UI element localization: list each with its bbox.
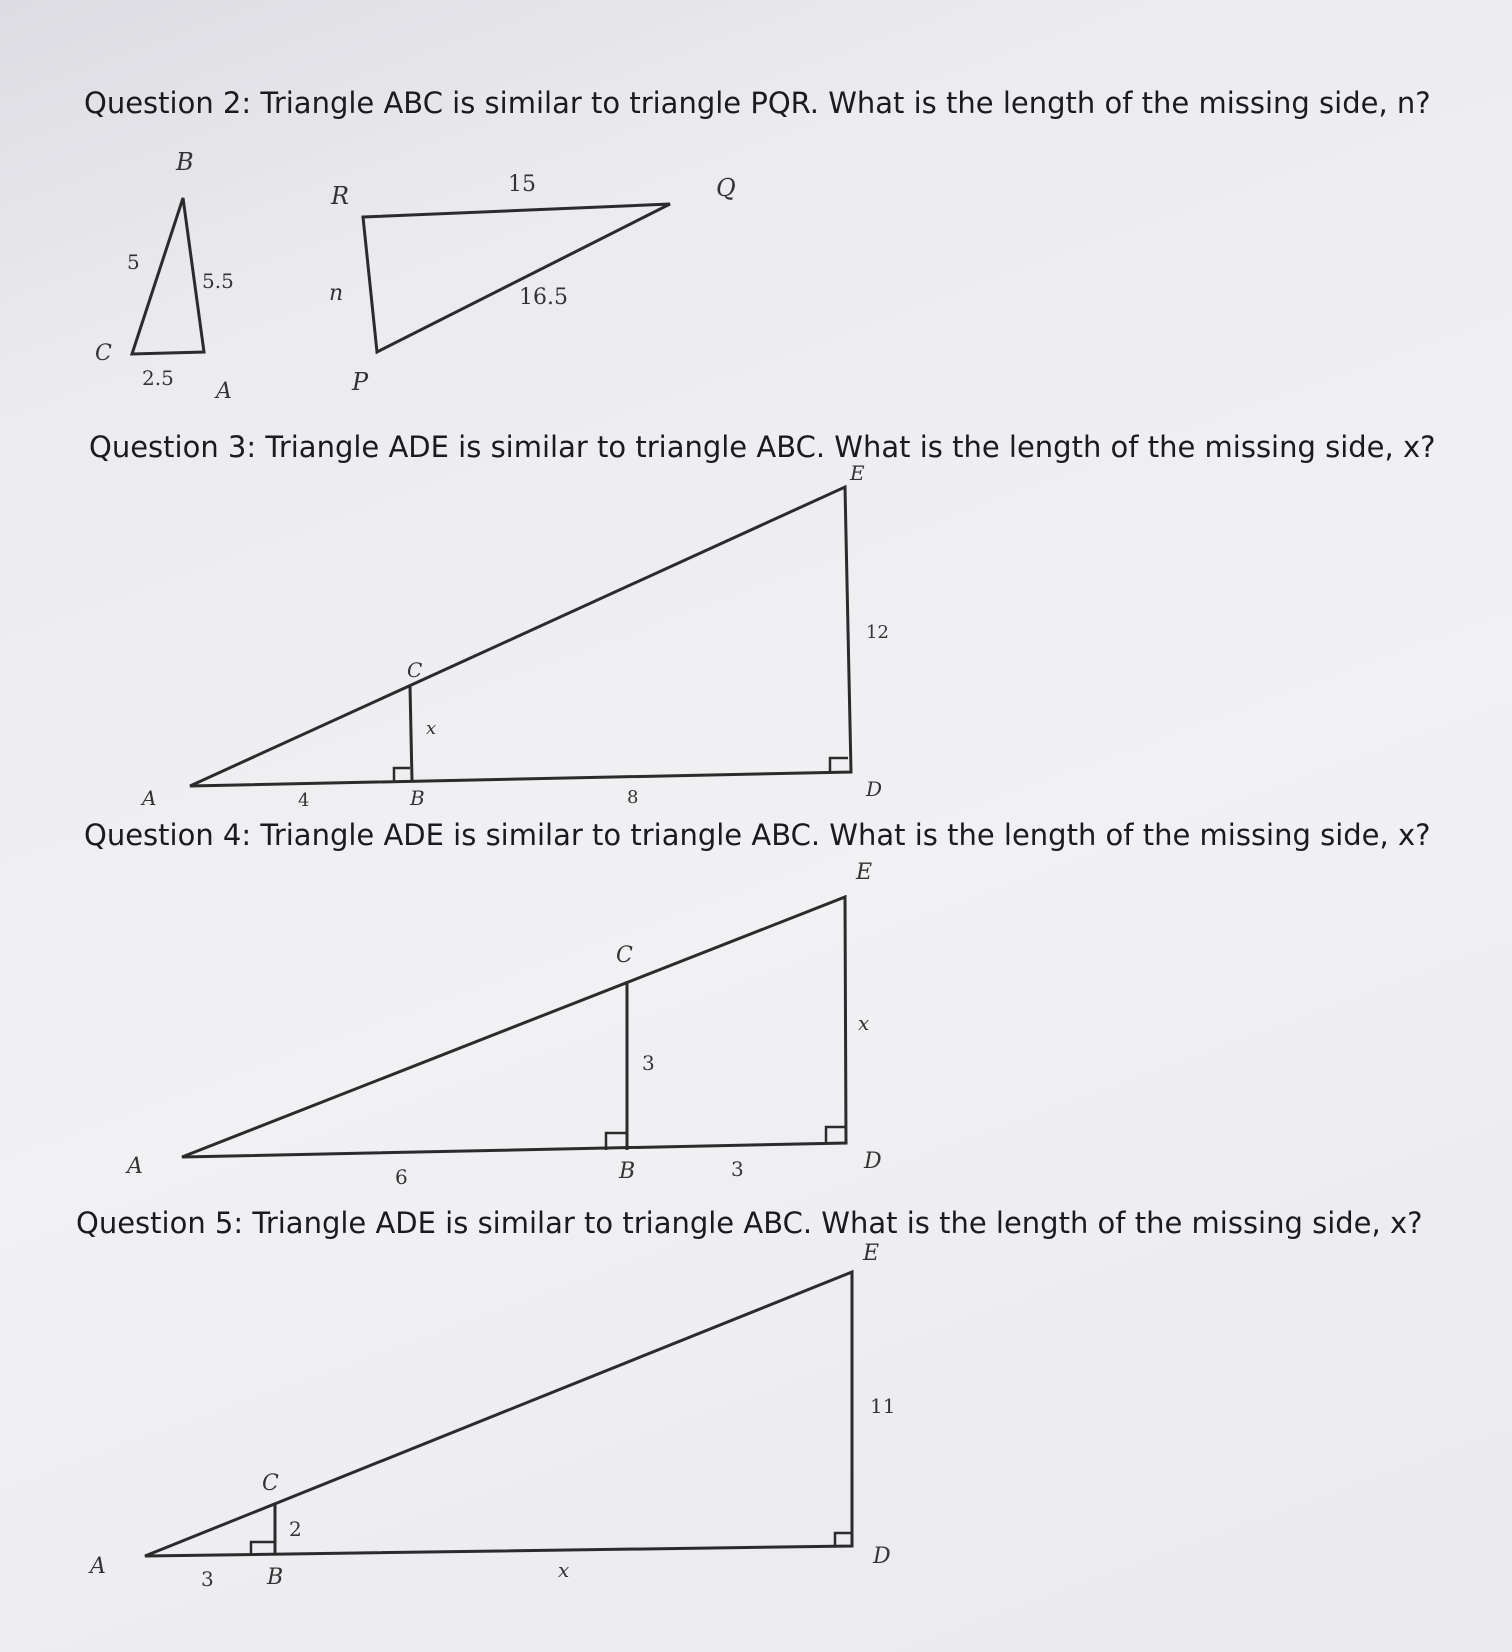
q5-side-ab: 3	[201, 1567, 214, 1591]
q3-vertex-b: B	[410, 786, 425, 810]
q5-vertex-e: E	[863, 1241, 880, 1266]
question-3-title: Question 3: Triangle ADE is similar to triangle ABC. What is the length of the missing side, x?	[89, 430, 1436, 464]
right-angle-b	[251, 1542, 275, 1554]
q2-vertex-b: B	[176, 148, 194, 176]
q2-vertex-c: C	[95, 341, 112, 366]
triangle-ade	[145, 1272, 852, 1556]
q4-vertex-e: E	[856, 860, 873, 885]
q3-vertex-d: D	[866, 777, 883, 801]
q5-vertex-b: B	[267, 1565, 284, 1590]
q4-side-ab: 6	[395, 1165, 408, 1189]
q3-side-bd: 8	[627, 787, 639, 808]
q3-vertex-a: A	[142, 786, 157, 810]
q2-side-rp: n	[329, 281, 344, 306]
q4-vertex-a: A	[127, 1154, 143, 1179]
q3-side-ab: 4	[298, 790, 310, 811]
q4-side-bd: 3	[731, 1157, 744, 1181]
q2-side-ca: 2.5	[142, 366, 174, 390]
q3-vertex-c: C	[407, 658, 423, 682]
q2-vertex-a: A	[216, 379, 232, 404]
right-angle-d	[835, 1533, 852, 1546]
q2-side-pq: 16.5	[519, 285, 568, 310]
question-2-title: Question 2: Triangle ABC is similar to triangle PQR. What is the length of the missing side, n?	[84, 86, 1431, 120]
q3-vertex-e: E	[850, 461, 865, 485]
q2-side-bc: 5	[127, 250, 140, 274]
q2-vertex-q: Q	[716, 174, 736, 202]
q3-side-de: 12	[866, 622, 889, 643]
q5-vertex-d: D	[873, 1544, 891, 1569]
q5-side-de: 11	[870, 1394, 896, 1418]
q2-side-rq: 15	[508, 172, 536, 197]
q5-vertex-a: A	[90, 1554, 106, 1579]
q2-vertex-r: R	[331, 182, 350, 210]
q3-side-bc: x	[426, 718, 437, 739]
q5-vertex-c: C	[262, 1471, 279, 1496]
q4-side-bc: 3	[642, 1051, 655, 1075]
q2-side-ab: 5.5	[202, 269, 234, 293]
q5-side-bd: x	[558, 1558, 570, 1582]
q4-side-de: x	[858, 1011, 870, 1035]
q2-vertex-p: P	[352, 368, 369, 396]
q4-vertex-b: B	[619, 1159, 636, 1184]
question-5-title: Question 5: Triangle ADE is similar to triangle ABC. What is the length of the missing side, x?	[76, 1206, 1423, 1240]
q4-vertex-d: D	[864, 1149, 882, 1174]
q4-vertex-c: C	[616, 943, 633, 968]
q5-side-bc: 2	[289, 1517, 302, 1541]
question-4-title: Question 4: Triangle ADE is similar to triangle ABC. What is the length of the missing side, x?	[84, 818, 1431, 852]
